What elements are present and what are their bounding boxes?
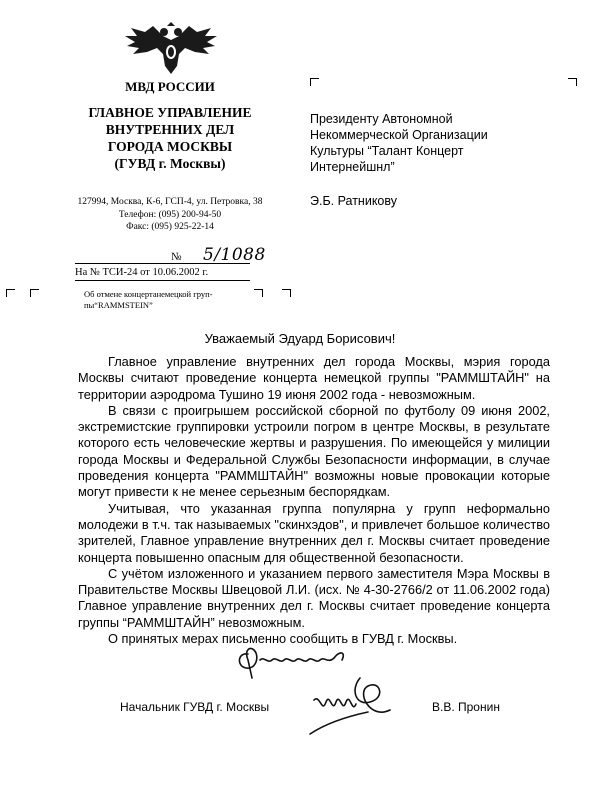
number-sign: № <box>171 251 182 263</box>
recipient-block <box>310 111 570 175</box>
org-contacts <box>50 196 290 234</box>
body-paragraph: В связи с проигрышем российской сборной по футболу 09 июня 2002, экстремистские группировки устроили погром в центре Москвы, в результате которого есть человеческие жертвы и разрушения. По имеющейся у милиции города Москвы и Федеральной Службы Безопасности информации, в случае проведения концерта "РАММШТАЙН" возможны новые провокации которые могут привести к не менее серьезным беспорядкам. <box>78 402 550 500</box>
recipient-line: Интернейшнл” <box>310 160 395 174</box>
body-paragraph: Главное управление внутренних дел города Москвы, мэрия города Москвы считают проведение концерта немецкой группы "РАММШТАЙН" на территории аэродрома Тушино 19 июня 2002 года - невозможным. <box>78 354 550 402</box>
corner-mark <box>30 289 39 297</box>
double-headed-eagle-emblem-icon <box>123 22 219 76</box>
recipient-line: Некоммерческой Организации <box>310 128 488 142</box>
greeting: Уважаемый Эдуард Борисович! <box>204 331 396 346</box>
corner-mark <box>310 78 319 86</box>
signatory-title: Начальник ГУВД г. Москвы <box>120 700 270 714</box>
org-phone: Телефон: (095) 200-94-50 <box>118 209 222 220</box>
body-paragraph: О принятых мерах письменно сообщить в ГУВД г. Москвы. <box>108 631 458 647</box>
org-header <box>50 78 290 172</box>
subject-line: пы“RAMMSTEIN” <box>84 299 153 310</box>
recipient-name: Э.Б. Ратникову <box>310 194 397 208</box>
recipient-line: Культуры “Талант Концерт <box>310 144 464 158</box>
org-line: ГЛАВНОЕ УПРАВЛЕНИЕ <box>88 105 252 120</box>
letter-subject <box>84 289 284 310</box>
body-paragraph: Учитывая, что указанная группа популярна у групп неформально молодежи в т.ч. так называемых "скинхэдов", и привлечет большое количество зрителей, Главное управление внутренних дел г. Москвы считает проведение концерта повышенно опасным для общественной безопасности. <box>78 500 550 565</box>
signatory-name: В.В. Пронин <box>432 700 500 714</box>
org-line: ВНУТРЕННИХ ДЕЛ <box>105 122 235 137</box>
corner-mark <box>568 78 577 86</box>
org-line: (ГУВД г. Москвы) <box>114 156 226 171</box>
org-line: ГОРОДА МОСКВЫ <box>107 139 233 154</box>
handwritten-signature <box>230 630 430 740</box>
org-fax: Факс: (095) 925-22-14 <box>126 222 214 232</box>
outgoing-number-line <box>75 244 266 265</box>
letter-body <box>78 354 550 647</box>
ministry-title: МВД РОССИИ <box>125 79 215 94</box>
org-address: 127994, Москва, К-6, ГСП-4, ул. Петровка, 38 <box>77 197 263 207</box>
handwritten-number: 5/1088 <box>203 245 266 265</box>
body-paragraph: С учётом изложенного и указанием первого заместителя Мэра Москвы в Правительстве Москвы Швецовой Л.И. (исх. № 4-30-2766/2 от 11.06.2002 года) Главное управление внутренних дел г. Москвы считает проведение концерта группы “РАММШТАЙН” невозможным. <box>78 565 550 630</box>
subject-line: Об отмене концертанемецкой груп- <box>84 289 213 299</box>
corner-mark <box>6 289 15 297</box>
recipient-line: Президенту Автономной <box>310 112 453 126</box>
reference-line: На № ТСИ-24 от 10.06.2002 г. <box>75 266 250 281</box>
